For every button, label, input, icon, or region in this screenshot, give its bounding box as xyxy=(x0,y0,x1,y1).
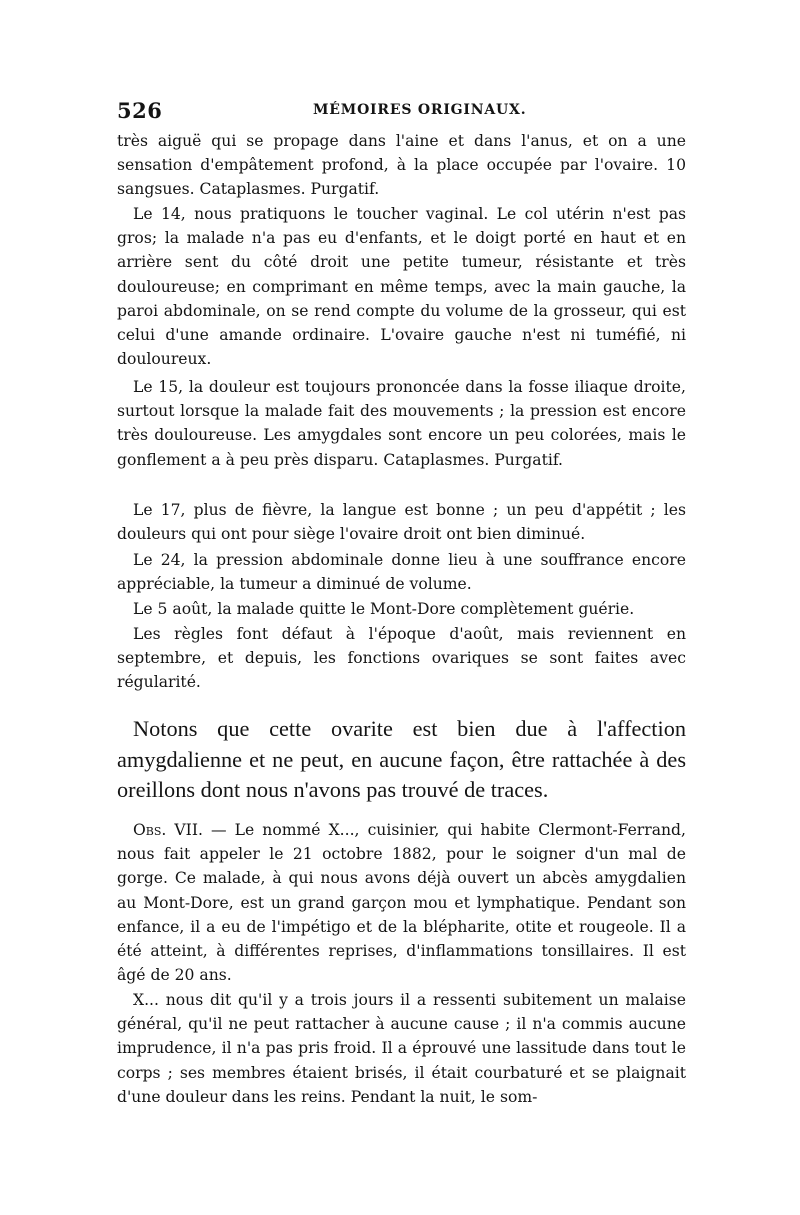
paragraph-day-14: Le 14, nous pratiquons le toucher vaginal. Le col utérin n'est pas gros; la malade n'a pas eu d'enfants, et le doigt porté en haut et en arrière sent du côté droit une petite tumeur, résistante et très douloureuse; en comprimant en même temps, avec la main gauche, la paroi abdominale, on se rend compte du volume de la grosseur, qui est celui d'une amande ordinaire. L'ovaire gauche n'est ni tuméfié, ni douloureux. xyxy=(117,205,686,369)
page-number: 526 xyxy=(117,98,163,123)
running-title: MÉMOIRES ORIGINAUX. xyxy=(313,102,527,118)
running-head xyxy=(117,94,687,128)
paragraph-observation-vii xyxy=(117,818,686,987)
observation-text: — Le nommé X..., cuisinier, qui habite Clermont-Ferrand, nous fait appeler le 21 octobre 1882, pour le soigner d'un mal de gorge. Ce malade, à qui nous avons déjà ouvert un abcès amygdalien au Mont-Dore, est un grand garçon mou et lymphatique. Pendant son enfance, il a eu de l'impétigo et de la blépharite, otite et rougeole. Il a été atteint, à différentes reprises, d'inflammations tonsillaires. Il est âgé de 20 ans. xyxy=(117,821,686,985)
paragraph-august-5: Le 5 août, la malade quitte le Mont-Dore complètement guérie. xyxy=(133,600,635,618)
paragraph-day-24: Le 24, la pression abdominale donne lieu à une souffrance encore appréciable, la tumeur a diminué de volume. xyxy=(117,551,686,594)
paragraph-continuation: très aiguë qui se propage dans l'aine et dans l'anus, et on a une sensation d'empâtement profond, à la place occupée par l'ovaire. 10 sangsues. Cataplasmes. Purgatif. xyxy=(117,132,686,199)
paragraph-patient-history: X... nous dit qu'il y a trois jours il a ressenti subitement un malaise général, qu'il ne peut rattacher à aucune cause ; il n'a commis aucune imprudence, il n'a pas pris froid. Il a éprouvé une lassitude dans tout le corps ; ses membres étaient brisés, il était courbaturé et se plaignait d'une douleur dans les reins. Pendant la nuit, le som- xyxy=(117,991,686,1106)
observation-label: Obs. VII. xyxy=(133,821,203,839)
paragraph-conclusion: Notons que cette ovarite est bien due à l'affection amygdalienne et ne peut, en aucune façon, être rattachée à des oreillons dont nous n'avons pas trouvé de traces. xyxy=(117,716,686,802)
paragraph-day-15: Le 15, la douleur est toujours prononcée dans la fosse iliaque droite, surtout lorsque la malade fait des mouvements ; la pression est encore très douloureuse. Les amygdales sont encore un peu colorées, mais le gonflement a à peu près disparu. Cataplasmes. Purgatif. xyxy=(117,378,686,469)
paragraph-menses: Les règles font défaut à l'époque d'août, mais reviennent en septembre, et depuis, les fonctions ovariques se sont faites avec régularité. xyxy=(117,625,686,692)
paragraph-day-17: Le 17, plus de fièvre, la langue est bonne ; un peu d'appétit ; les douleurs qui ont pour siège l'ovaire droit ont bien diminué. xyxy=(117,501,686,544)
